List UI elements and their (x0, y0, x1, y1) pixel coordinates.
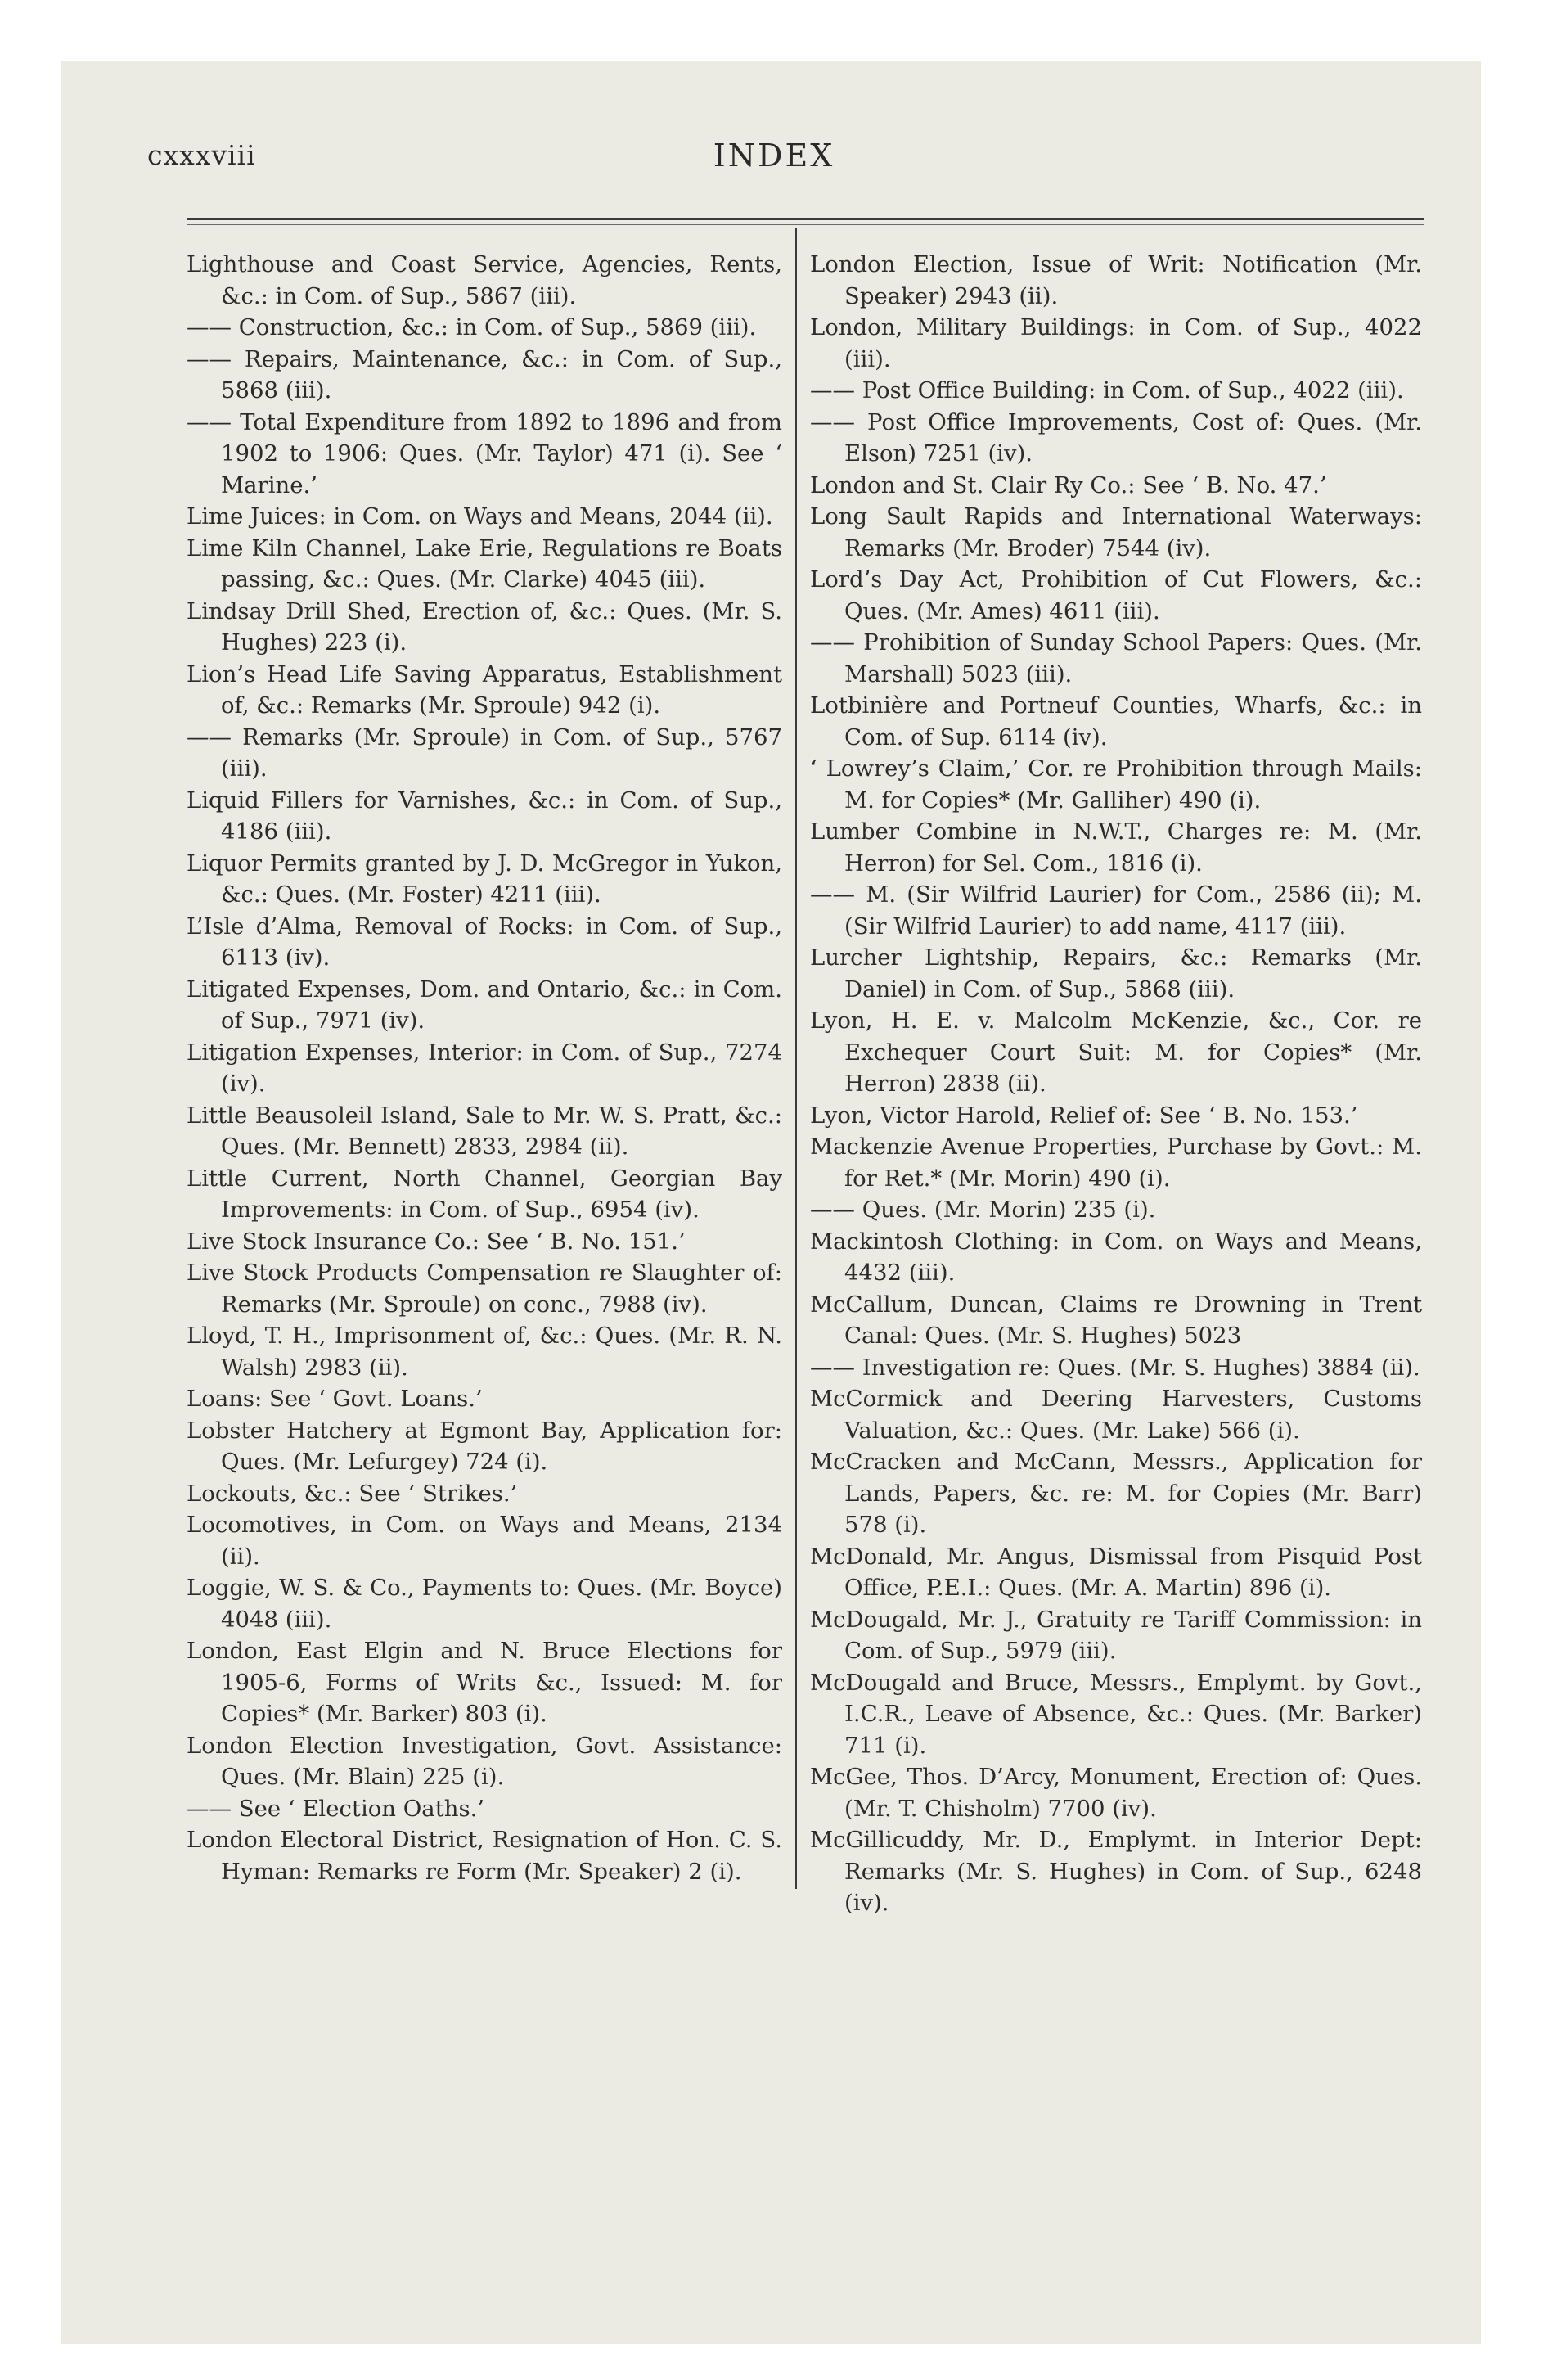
index-entry: Liquor Permits granted by J. D. McGregor in Yukon, &c.: Ques. (Mr. Foster) 4211 (iii). (187, 850, 782, 908)
index-entry: Lobster Hatchery at Egmont Bay, Application for: Ques. (Mr. Lefurgey) 724 (i). (187, 1417, 782, 1475)
index-entry: ‘ Lowrey’s Claim,’ Cor. re Prohibition through Mails: M. for Copies* (Mr. Galliher) 490 (i). (810, 755, 1422, 814)
header-rule-thin (187, 224, 1424, 225)
index-entry: —— Prohibition of Sunday School Papers: Ques. (Mr. Marshall) 5023 (iii). (810, 629, 1422, 687)
index-entry: Loggie, W. S. & Co., Payments to: Ques. (Mr. Boyce) 4048 (iii). (187, 1575, 782, 1633)
index-entry: Mackintosh Clothing: in Com. on Ways and Means, 4432 (iii). (810, 1228, 1422, 1286)
index-entry: Liquid Fillers for Varnishes, &c.: in Com. of Sup., 4186 (iii). (187, 787, 782, 845)
index-entry: London, Military Buildings: in Com. of Sup., 4022 (iii). (810, 314, 1422, 372)
index-entry: Lyon, Victor Harold, Relief of: See ‘ B. No. 153.’ (810, 1102, 1358, 1129)
index-entry: McDonald, Mr. Angus, Dismissal from Pisquid Post Office, P.E.I.: Ques. (Mr. A. Martin) 896 (i). (810, 1543, 1422, 1601)
index-entry: Lyon, H. E. v. Malcolm McKenzie, &c., Cor. re Exchequer Court Suit: M. for Copies* (Mr. Herron) 2838 (ii). (810, 1007, 1422, 1097)
column-divider (795, 228, 797, 1889)
index-entry: Locomotives, in Com. on Ways and Means, 2134 (ii). (187, 1512, 782, 1570)
index-entry: London and St. Clair Ry Co.: See ‘ B. No. 47.’ (810, 471, 1327, 498)
index-entry: Lion’s Head Life Saving Apparatus, Establishment of, &c.: Remarks (Mr. Sproule) 942 (i). (187, 660, 782, 719)
index-entry: —— See ‘ Election Oaths.’ (187, 1795, 485, 1822)
index-entry: Lockouts, &c.: See ‘ Strikes.’ (187, 1480, 518, 1507)
index-entry: Live Stock Insurance Co.: See ‘ B. No. 151.’ (187, 1228, 686, 1255)
index-entry: Lurcher Lightship, Repairs, &c.: Remarks (Mr. Daniel) in Com. of Sup., 5868 (iii). (810, 944, 1422, 1003)
index-entry: —— Ques. (Mr. Morin) 235 (i). (810, 1197, 1156, 1223)
index-entry: Litigated Expenses, Dom. and Ontario, &c.: in Com. of Sup., 7971 (iv). (187, 976, 782, 1034)
right-column (810, 249, 1422, 1919)
index-entry: McCormick and Deering Harvesters, Customs Valuation, &c.: Ques. (Mr. Lake) 566 (i). (810, 1386, 1422, 1444)
index-entry: Lumber Combine in N.W.T., Charges re: M. (Mr. Herron) for Sel. Com., 1816 (i). (810, 818, 1422, 877)
index-entry: Loans: See ‘ Govt. Loans.’ (187, 1386, 483, 1412)
index-entry: London Election Investigation, Govt. Assistance: Ques. (Mr. Blain) 225 (i). (187, 1732, 782, 1790)
index-entry: McDougald and Bruce, Messrs., Emplymt. by Govt., I.C.R., Leave of Absence, &c.: Ques. (Mr. Barker) 711 (i). (810, 1669, 1422, 1759)
index-entry: Lloyd, T. H., Imprisonment of, &c.: Ques. (Mr. R. N. Walsh) 2983 (ii). (187, 1323, 782, 1381)
index-entry: McGee, Thos. D’Arcy, Monument, Erection of: Ques. (Mr. T. Chisholm) 7700 (iv). (810, 1764, 1422, 1822)
index-entry: McCallum, Duncan, Claims re Drowning in Trent Canal: Ques. (Mr. S. Hughes) 5023 (810, 1291, 1422, 1349)
index-entry: —— Remarks (Mr. Sproule) in Com. of Sup., 5767 (iii). (187, 723, 782, 782)
index-entry: Lighthouse and Coast Service, Agencies, Rents, &c.: in Com. of Sup., 5867 (iii). (187, 251, 782, 309)
left-column (187, 249, 782, 1887)
page-title: INDEX (713, 137, 835, 174)
header-rule (187, 218, 1424, 220)
index-entry: London Electoral District, Resignation of Hon. C. S. Hyman: Remarks re Form (Mr. Speaker) 2 (i). (187, 1827, 782, 1885)
index-entry: London, East Elgin and N. Bruce Elections for 1905-6, Forms of Writs &c., Issued: M. for Copies* (Mr. Barker) 803 (i). (187, 1638, 782, 1727)
index-entry: Lime Juices: in Com. on Ways and Means, 2044 (ii). (187, 503, 773, 530)
index-entry: —— Investigation re: Ques. (Mr. S. Hughes) 3884 (ii). (810, 1354, 1420, 1381)
index-entry: —— Total Expenditure from 1892 to 1896 and from 1902 to 1906: Ques. (Mr. Taylor) 471 (i). See ‘ Marine.’ (187, 408, 782, 498)
index-entry: Lord’s Day Act, Prohibition of Cut Flowers, &c.: Ques. (Mr. Ames) 4611 (iii). (810, 566, 1422, 624)
index-entry: L’Isle d’Alma, Removal of Rocks: in Com. of Sup., 6113 (iv). (187, 913, 782, 971)
index-entry: McGillicuddy, Mr. D., Emplymt. in Interior Dept: Remarks (Mr. S. Hughes) in Com. of Sup., 6248 (iv). (810, 1827, 1422, 1916)
index-entry: Lime Kiln Channel, Lake Erie, Regulations re Boats passing, &c.: Ques. (Mr. Clarke) 4045 (iii). (187, 534, 782, 593)
index-entry: Litigation Expenses, Interior: in Com. of Sup., 7274 (iv). (187, 1039, 782, 1097)
index-entry: London Election, Issue of Writ: Notification (Mr. Speaker) 2943 (ii). (810, 251, 1422, 309)
page-number: cxxxviii (147, 139, 256, 171)
index-entry: Little Beausoleil Island, Sale to Mr. W. S. Pratt, &c.: Ques. (Mr. Bennett) 2833, 2984 (ii). (187, 1102, 782, 1160)
index-entry: Mackenzie Avenue Properties, Purchase by Govt.: M. for Ret.* (Mr. Morin) 490 (i). (810, 1134, 1422, 1192)
index-entry: —— Repairs, Maintenance, &c.: in Com. of Sup., 5868 (iii). (187, 345, 782, 403)
index-entry: McDougald, Mr. J., Gratuity re Tariff Commission: in Com. of Sup., 5979 (iii). (810, 1606, 1422, 1664)
index-entry: —— M. (Sir Wilfrid Laurier) for Com., 2586 (ii); M. (Sir Wilfrid Laurier) to add name, 4117 (iii). (810, 881, 1422, 940)
index-entry: —— Post Office Building: in Com. of Sup., 4022 (iii). (810, 377, 1404, 403)
index-entry: Live Stock Products Compensation re Slaughter of: Remarks (Mr. Sproule) on conc., 7988 (iv). (187, 1260, 782, 1318)
index-entry: Long Sault Rapids and International Waterways: Remarks (Mr. Broder) 7544 (iv). (810, 503, 1422, 561)
index-entry: —— Post Office Improvements, Cost of: Ques. (Mr. Elson) 7251 (iv). (810, 408, 1422, 467)
index-entry: Lindsay Drill Shed, Erection of, &c.: Ques. (Mr. S. Hughes) 223 (i). (187, 597, 782, 656)
index-entry: —— Construction, &c.: in Com. of Sup., 5869 (iii). (187, 314, 757, 340)
index-entry: Little Current, North Channel, Georgian Bay Improvements: in Com. of Sup., 6954 (iv). (187, 1165, 782, 1223)
index-entry: McCracken and McCann, Messrs., Application for Lands, Papers, &c. re: M. for Copies (Mr. Barr) 578 (i). (810, 1449, 1422, 1538)
index-entry: Lotbinière and Portneuf Counties, Wharfs, &c.: in Com. of Sup. 6114 (iv). (810, 692, 1422, 751)
